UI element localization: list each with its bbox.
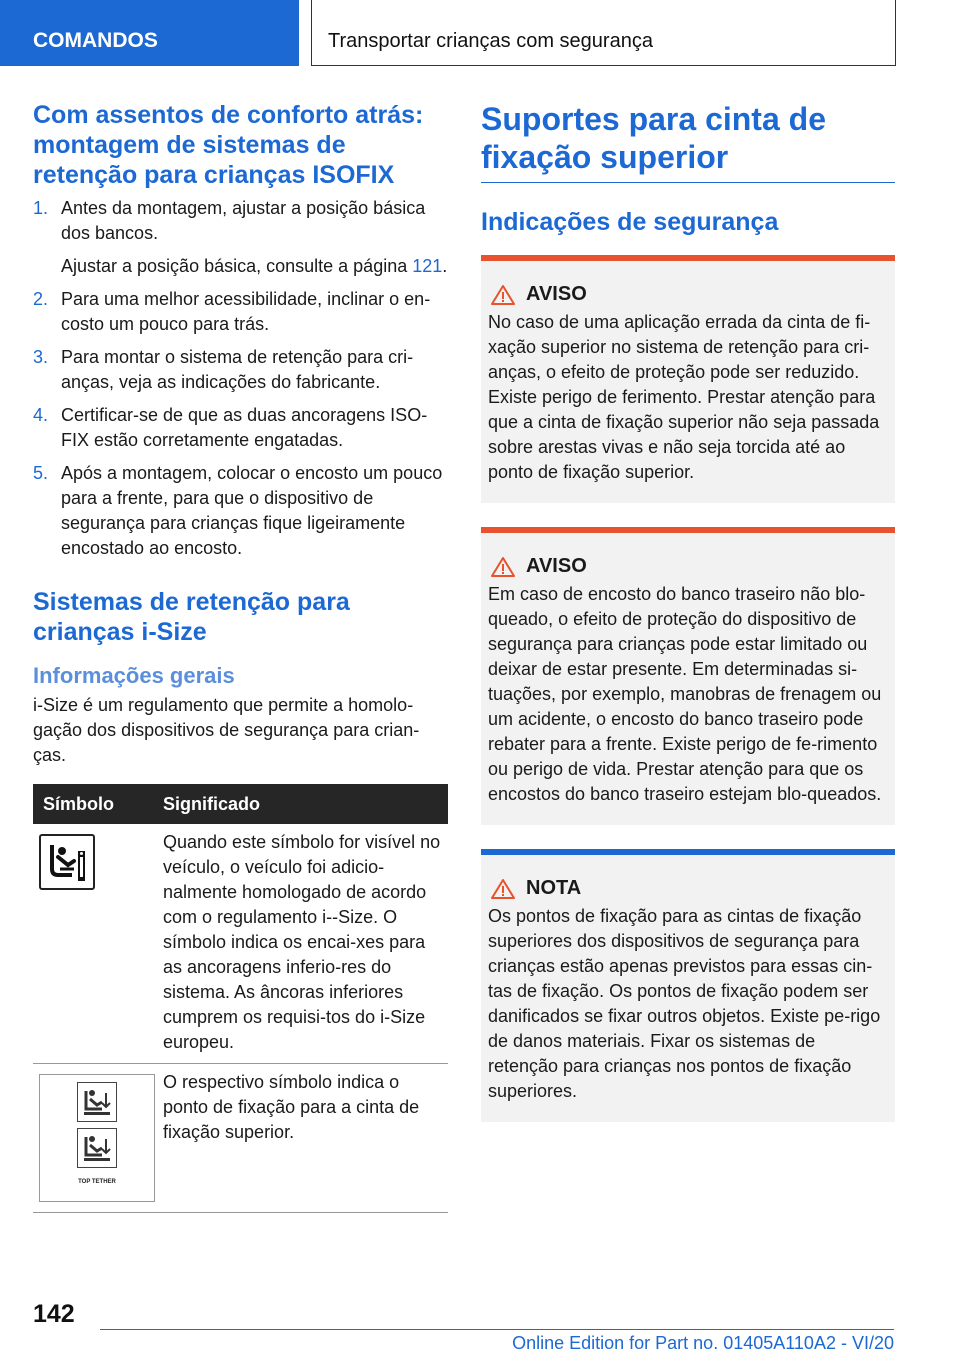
- note-notice: [481, 849, 895, 1122]
- step-item: [33, 287, 448, 337]
- notice-title: AVISO: [526, 283, 587, 305]
- top-tether-label: TOP TETHER: [78, 1178, 116, 1185]
- isize-intro: i-Size é um regulamento que permite a homolo-gação dos dispositivos de segurança para crian-ças.: [33, 695, 420, 765]
- child-seat-anchor-icon: [77, 1082, 117, 1122]
- right-column: [481, 100, 895, 1122]
- top-tether-icon: [39, 1074, 155, 1202]
- step-item: [33, 403, 448, 453]
- step-text: Após a montagem, colocar o encosto um pouco para a frente, para que o dispositivo de segurança para crianças fique ligeiramente encostado ao encosto.: [61, 463, 443, 558]
- footer-divider: [100, 1329, 894, 1330]
- step-number: 3.: [33, 347, 49, 367]
- isofix-steps: [33, 196, 448, 561]
- step-number: 1.: [33, 198, 49, 218]
- step-item: [33, 345, 448, 395]
- page-number: 142: [33, 1300, 75, 1328]
- step-text: Para montar o sistema de retenção para cri-anças, veja as indicações do fabricante.: [61, 347, 414, 392]
- section-tab[interactable]: COMANDOS: [0, 0, 299, 66]
- page-header: [0, 0, 960, 66]
- step-number: 2.: [33, 289, 49, 309]
- warning-triangle-icon: [490, 878, 516, 900]
- edition-text: Online Edition for Part no. 01405A110A2 - VI/20: [512, 1333, 894, 1353]
- warning-triangle-icon: [490, 284, 516, 306]
- chapter-tab[interactable]: Transportar crianças com segurança: [311, 0, 896, 66]
- page-link[interactable]: 121: [412, 256, 443, 276]
- isize-heading: Sistemas de retenção para crianças i-Size: [33, 588, 350, 646]
- step-text: Antes da montagem, ajustar a posição básica dos bancos.: [61, 198, 426, 243]
- warning-triangle-icon: [490, 556, 516, 578]
- step-item: [33, 461, 448, 561]
- notice-title: NOTA: [526, 877, 582, 899]
- general-info-heading: Informações gerais: [33, 663, 235, 688]
- step-number: 4.: [33, 405, 49, 425]
- table-row: [33, 824, 448, 1064]
- notice-text: Os pontos de fixação para as cintas de fixação superiores dos dispositivos de segurança para crianças estão apenas previstos para essas cin-tas de fixação. Os pontos de fixação podem ser danificados se fixar outros objetos. Existe pe-rigo de danos materiais. Fixar os sistemas de retenção para crianças nos pontos de fixação superiores.: [488, 906, 881, 1101]
- meaning-cell: O respectivo símbolo indica o ponto de fixação para a cinta de fixação superior.: [161, 1064, 448, 1213]
- safety-heading: Indicações de segurança: [481, 208, 779, 236]
- left-column: [33, 100, 448, 1213]
- notice-text: No caso de uma aplicação errada da cinta de fi-xação superior no sistema de retenção para cri-anças, o efeito de proteção pode ser reduzido. Existe perigo de ferimento. Prestar atenção para que a cinta de fixação superior não seja passada sobre arestas vivas e não seja torcida até ao ponto de fixação superior.: [488, 312, 880, 482]
- step-text: Certificar-se de que as duas ancoragens ISO-FIX estão corretamente engatadas.: [61, 405, 428, 450]
- step-item: [33, 196, 448, 279]
- symbol-table: [33, 784, 448, 1213]
- warning-notice: [481, 255, 895, 503]
- meaning-cell: Quando este símbolo for visível no veículo, o veículo foi adicio-nalmente homologado de acordo com o regulamento i--Size. O símbolo indica os encai-xes para as ancoragens inferio-res do sistema. As âncoras inferiores cumprem os requisi-tos do i-Size europeu.: [161, 824, 448, 1064]
- table-row: [33, 1064, 448, 1213]
- step-subtext: Ajustar a posição básica, consulte a página 121.: [61, 256, 448, 276]
- warning-notice: [481, 527, 895, 825]
- notice-text: Em caso de encosto do banco traseiro não blo-queado, o efeito de proteção do dispositivo de segurança para crianças pode estar limitado ou deixar de estar presente. Em determinadas si-tuações, por exemplo, manobras de frenagem ou um acidente, o encosto do banco traseiro pode rebater para a frente. Existe perigo de fe-rimento ou perigo de vida. Prestar atenção para que os encostos do banco traseiro estejam blo-queados.: [488, 584, 882, 804]
- isofix-heading: Com assentos de conforto atrás: montagem de sistemas de retenção para crianças ISOFIX: [33, 101, 424, 189]
- i-size-child-seat-icon: [39, 834, 95, 890]
- child-seat-tether-icon: [77, 1128, 117, 1168]
- step-number: 5.: [33, 463, 49, 483]
- symbol-column-header: Símbolo: [33, 784, 161, 824]
- tether-heading: Suportes para cinta de fixação superior: [481, 100, 895, 183]
- step-text: Para uma melhor acessibilidade, inclinar o en-costo um pouco para trás.: [61, 289, 431, 334]
- notice-title: AVISO: [526, 555, 587, 577]
- meaning-column-header: Significado: [161, 784, 448, 824]
